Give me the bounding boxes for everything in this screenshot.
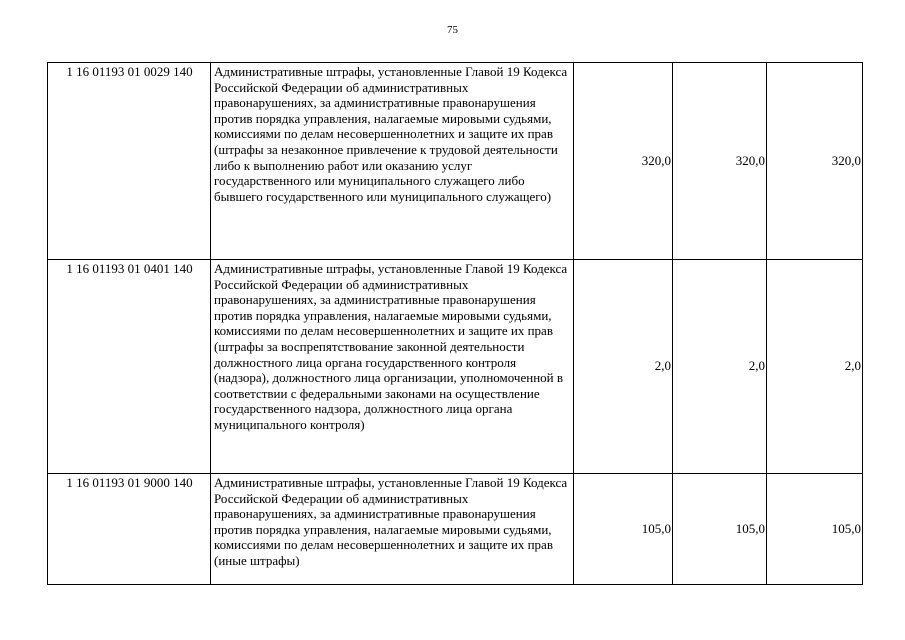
table-row <box>48 260 863 474</box>
amount-year-2: 105,0 <box>673 474 767 585</box>
budget-code: 1 16 01193 01 9000 140 <box>48 474 211 585</box>
income-description: Административные штрафы, установленные Главой 19 Кодекса Российской Федерации об административных правонарушениях, за административные правонарушения против порядка управления, налагаемые мировыми судьями, комиссиями по делам несовершеннолетних и защите их прав (штрафы за воспрепятствование законной деятельности должностного лица органа государственного контроля (надзора), должностного лица организации, уполномоченной в соответствии с федеральными законами на осуществление государственного надзора, должностного лица органа муниципального контроля) <box>211 260 574 474</box>
table-row <box>48 474 863 585</box>
amount-year-1: 320,0 <box>574 63 673 260</box>
amount-year-3: 2,0 <box>767 260 863 474</box>
amount-year-2: 320,0 <box>673 63 767 260</box>
income-description: Административные штрафы, установленные Главой 19 Кодекса Российской Федерации об административных правонарушениях, за административные правонарушения против порядка управления, налагаемые мировыми судьями, комиссиями по делам несовершеннолетних и защите их прав (иные штрафы) <box>211 474 574 585</box>
budget-code: 1 16 01193 01 0401 140 <box>48 260 211 474</box>
amount-year-2: 2,0 <box>673 260 767 474</box>
page-number: 75 <box>447 24 458 36</box>
budget-table <box>47 62 863 585</box>
budget-code: 1 16 01193 01 0029 140 <box>48 63 211 260</box>
amount-year-3: 320,0 <box>767 63 863 260</box>
amount-year-1: 2,0 <box>574 260 673 474</box>
amount-year-1: 105,0 <box>574 474 673 585</box>
table-row <box>48 63 863 260</box>
amount-year-3: 105,0 <box>767 474 863 585</box>
income-description: Административные штрафы, установленные Главой 19 Кодекса Российской Федерации об административных правонарушениях, за административные правонарушения против порядка управления, налагаемые мировыми судьями, комиссиями по делам несовершеннолетних и защите их прав (штрафы за незаконное привлечение к трудовой деятельности либо к выполнению работ или оказанию услуг государственного или муниципального служащего либо бывшего государственного или муниципального служащего) <box>211 63 574 260</box>
